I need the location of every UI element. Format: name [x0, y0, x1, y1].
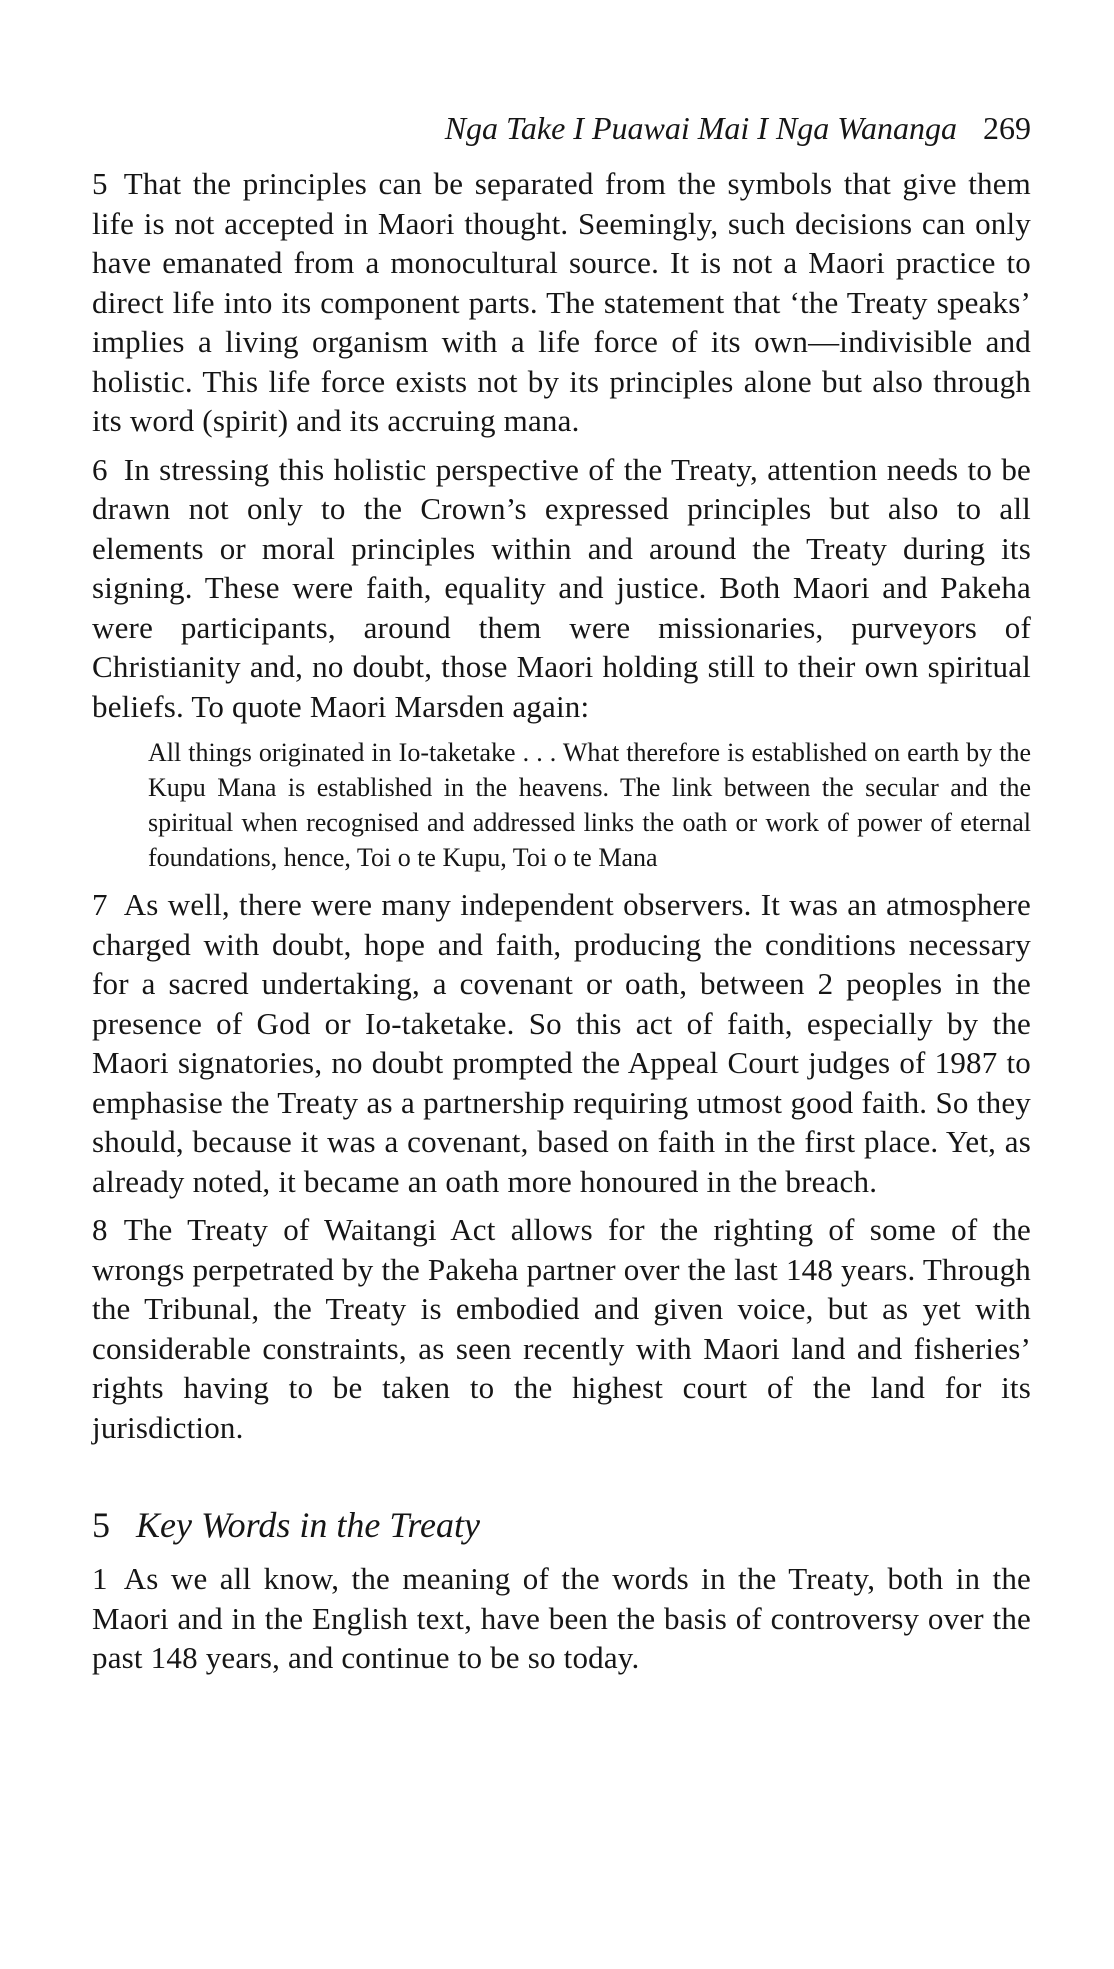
paragraph-text: The Treaty of Waitangi Act allows for the righting of some of the wrongs perpetrated by the Pakeha partner over the last 148 years. Through the Tribunal, the Treaty is embodied and given voice, but as yet with considerable constraints, as seen recently with Maori land and fisheries’ rights having to be taken to the highest court of the land for its jurisdiction. [92, 1212, 1031, 1445]
paragraph-number: 7 [92, 887, 108, 922]
paragraph-7 [92, 885, 1031, 1201]
section-heading [92, 1501, 1031, 1549]
page-number: 269 [983, 110, 1031, 146]
section-number: 5 [92, 1505, 110, 1545]
paragraph-5 [92, 164, 1031, 441]
running-head-title: Nga Take I Puawai Mai I Nga Wananga [444, 110, 957, 146]
paragraph-number: 6 [92, 451, 108, 487]
section-title: Key Words in the Treaty [136, 1505, 480, 1545]
paragraph-6 [92, 450, 1031, 727]
paragraph-text: As well, there were many independent observers. It was an atmosphere charged with doubt, hope and faith, producing the conditions necessary for a sacred undertaking, a covenant or oath, between 2 peoples in the presence of God or Io-taketake. So this act of faith, especially by the Maori signatories, no doubt prompted the Appeal Court judges of 1987 to emphasise the Treaty as a partnership requiring utmost good faith. So they should, because it was a covenant, based on faith in the first place. Yet, as already noted, it became an oath more honoured in the breach. [92, 887, 1031, 1199]
paragraph-number: 5 [92, 166, 108, 201]
paragraph-8 [92, 1210, 1031, 1447]
paragraph-number: 1 [92, 1561, 108, 1596]
paragraph-text: That the principles can be separated from the symbols that give them life is not accepted in Maori thought. Seemingly, such decisions can only have emanated from a monocultural source. It is not a Maori practice to direct life into its component parts. The statement that ‘the Treaty speaks’ implies a living organism with a life force of its own—indivisible and holistic. This life force exists not by its principles alone but also through its word (spirit) and its accruing mana. [92, 166, 1031, 438]
paragraph-text: As we all know, the meaning of the words in the Treaty, both in the Maori and in the English text, have been the basis of controversy over the past 148 years, and continue to be so today. [92, 1561, 1031, 1675]
paragraph-text: In stressing this holistic perspective of the Treaty, attention needs to be drawn not only to the Crown’s expressed principles but also to all elements or moral principles within and around the Treaty during its signing. These were faith, equality and justice. Both Maori and Pakeha were participants, around them were missionaries, purveyors of Christianity and, no doubt, those Maori holding still to their own spiritual beliefs. To quote Maori Marsden again: [92, 451, 1031, 724]
block-quote: All things originated in Io-taketake . . . What therefore is established on earth by the Kupu Mana is established in the heavens. The link between the secular and the spiritual when recognised and addressed links the oath or work of power of eternal foundations, hence, Toi o te Kupu, Toi o te Mana [148, 738, 1031, 872]
running-head [92, 108, 1031, 148]
paragraph-number: 8 [92, 1212, 108, 1247]
section-paragraph-1 [92, 1559, 1031, 1678]
